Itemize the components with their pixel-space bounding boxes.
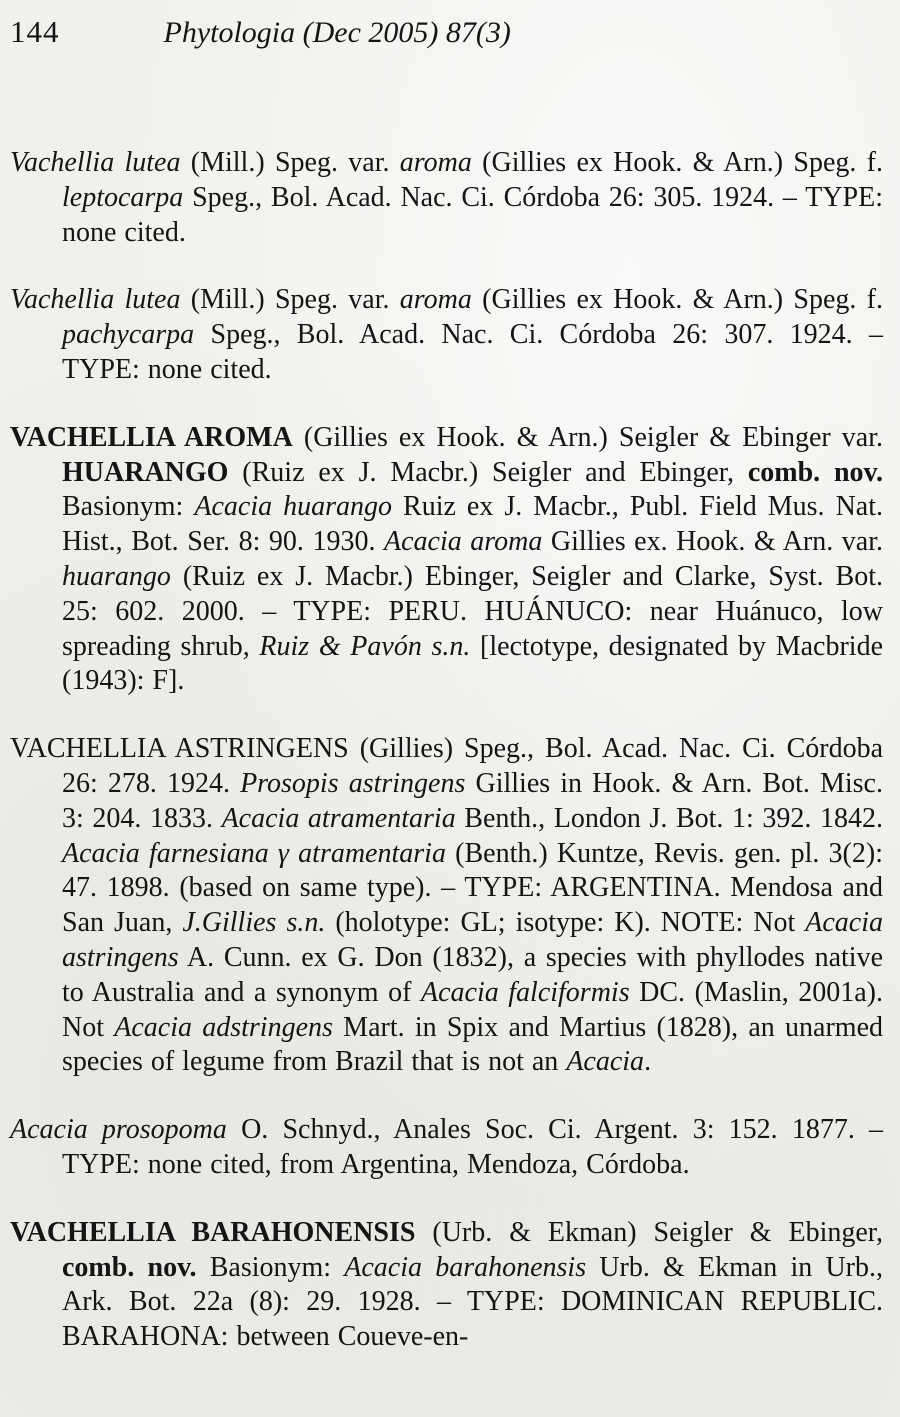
taxon-entry-vachellia-lutea-leptocarpa: Vachellia lutea (Mill.) Speg. var. aroma (Gillies ex Hook. & Arn.) Speg. f. leptocarpa Speg., Bol. Acad. Nac. Ci. Córdoba 26: 305. 1924. – TYPE: none cited. [10, 147, 884, 248]
taxon-entry-vachellia-astringens: VACHELLIA ASTRINGENS (Gillies) Speg., Bol. Acad. Nac. Ci. Córdoba 26: 278. 1924. Prosopis astringens Gillies in Hook. & Arn. Bot. Misc. 3: 204. 1833. Acacia atramentaria Benth., London J. Bot. 1: 392. 1842. Acacia farnesiana γ atramentaria (Benth.) Kuntze, Revis. gen. pl. 3(2): 47. 1898. (based on same type). – TYPE: ARGENTINA. Mendosa and San Juan, J.Gillies s.n. (holotype: GL; isotype: K). NOTE: Not Acacia astringens A. Cunn. ex G. Don (1832), a species with phyllodes native to Australia and a synonym of Acacia falciformis DC. (Maslin, 2001a). Not Acacia adstringens Mart. in Spix and Martius (1828), an unarmed species of legume from Brazil that is not an Acacia. [10, 733, 884, 1078]
taxon-entry-acacia-prosopoma: Acacia prosopoma O. Schnyd., Anales Soc. Ci. Argent. 3: 152. 1877. – TYPE: none cited, from Argentina, Mendoza, Córdoba. [10, 1114, 883, 1180]
taxon-entry-vachellia-aroma-var-huarango: VACHELLIA AROMA (Gillies ex Hook. & Arn.) Seigler & Ebinger var. HUARANGO (Ruiz ex J. Macbr.) Seigler and Ebinger, comb. nov. Basionym: Acacia huarango Ruiz ex J. Macbr., Publ. Field Mus. Nat. Hist., Bot. Ser. 8: 90. 1930. Acacia aroma Gillies ex. Hook. & Arn. var. huarango (Ruiz ex J. Macbr.) Ebinger, Seigler and Clarke, Syst. Bot. 25: 602. 2000. – TYPE: PERU. HUÁNUCO: near Huánuco, low spreading shrub, Ruiz & Pavón s.n. [lectotype, designated by Macbride (1943): F]. [10, 421, 884, 697]
page-number: 144 [10, 14, 60, 49]
taxon-entry-vachellia-barahonensis: VACHELLIA BARAHONENSIS (Urb. & Ekman) Seigler & Ebinger, comb. nov. Basionym: Acacia barahonensis Urb. & Ekman in Urb., Ark. Bot. 22a (8): 29. 1928. – TYPE: DOMINICAN REPUBLIC. BARAHONA: between Coueve-en- [10, 1216, 883, 1353]
taxon-entry-vachellia-lutea-pachycarpa: Vachellia lutea (Mill.) Speg. var. aroma (Gillies ex Hook. & Arn.) Speg. f. pachycarpa Speg., Bol. Acad. Nac. Ci. Córdoba 26: 307. 1924. – TYPE: none cited. [10, 284, 884, 385]
journal-title: Phytologia (Dec 2005) 87(3) [163, 16, 511, 49]
page-header [10, 14, 883, 50]
